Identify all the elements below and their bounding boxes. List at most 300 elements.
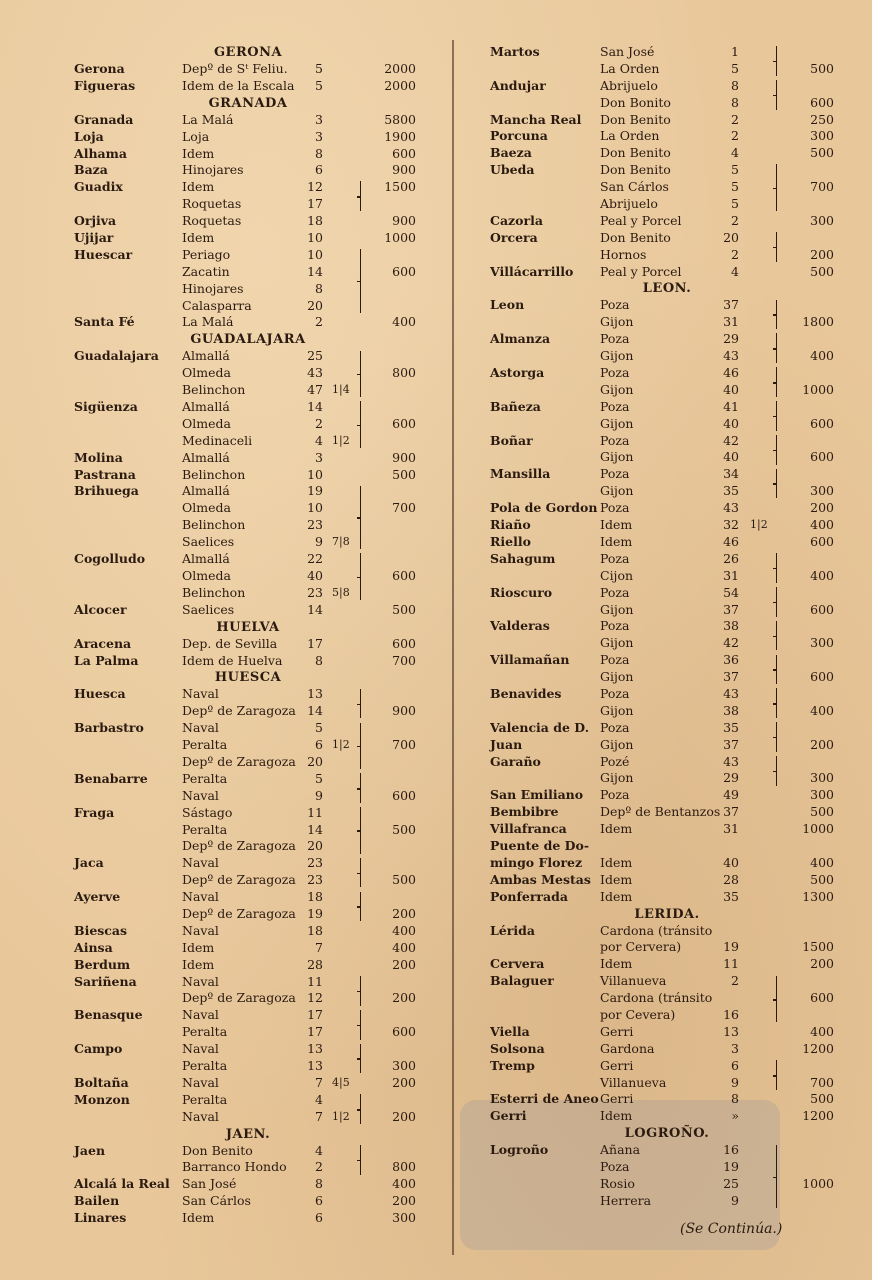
supply-line: Peralta: [182, 1057, 228, 1073]
supply-line: Almallá: [182, 348, 230, 364]
province-heading: GUADALAJARA: [190, 332, 306, 348]
distance-value: 5: [315, 770, 323, 786]
grouping-brace: [360, 401, 366, 448]
table-row: [70, 838, 426, 855]
total-value: 700: [392, 652, 416, 668]
table-row: [70, 1143, 426, 1160]
supply-line: Belinchon: [182, 584, 246, 600]
total-value: 500: [392, 872, 416, 888]
table-row: [70, 162, 426, 179]
distance-value: 9: [315, 787, 323, 803]
table-row: [70, 78, 426, 95]
distance-value: 4: [315, 1142, 323, 1158]
supply-line: Naval: [182, 1007, 219, 1023]
distance-value: 10: [307, 230, 323, 246]
distance-value: »: [731, 1108, 739, 1124]
total-value: 200: [392, 956, 416, 972]
table-row: [70, 585, 426, 602]
town-name: Ayerve: [74, 889, 121, 905]
supply-line: Gijon: [600, 736, 634, 752]
distance-value: 8: [315, 280, 323, 296]
town-name: Molina: [74, 449, 123, 465]
grouping-brace: [776, 621, 782, 651]
distance-value: 2: [731, 212, 739, 228]
distance-value: 3: [315, 111, 323, 127]
distance-value: 2: [315, 1159, 323, 1175]
table-row: [486, 1159, 848, 1176]
grouping-brace: [360, 892, 366, 922]
table-row: [70, 146, 426, 163]
town-name: Huescar: [74, 246, 133, 262]
total-value: 600: [392, 145, 416, 161]
grouping-brace: [776, 722, 782, 752]
table-row: [70, 247, 426, 264]
table-row: [70, 517, 426, 534]
supply-line: Poza: [600, 550, 630, 566]
total-value: 500: [810, 145, 834, 161]
town-name: Berdum: [74, 956, 131, 972]
supply-line: Don Benito: [600, 145, 671, 161]
total-value: 400: [392, 314, 416, 330]
town-name: Aracena: [74, 635, 132, 651]
table-row: [486, 331, 848, 348]
total-value: 200: [392, 1108, 416, 1124]
supply-line: Almallá: [182, 449, 230, 465]
distance-value: 35: [723, 719, 739, 735]
distance-value: 23: [307, 517, 323, 533]
total-value: 5800: [384, 111, 416, 127]
town-name: Figueras: [74, 77, 136, 93]
table-row: [70, 483, 426, 500]
town-name: Martos: [490, 44, 540, 59]
total-value: 600: [392, 263, 416, 279]
table-row: [70, 855, 426, 872]
town-name: La Palma: [74, 652, 139, 668]
supply-line: Belinchon: [182, 382, 246, 398]
distance-value: 7: [315, 1108, 323, 1124]
table-row: [70, 1024, 426, 1041]
supply-line: Naval: [182, 1041, 219, 1057]
town-name: Barbastro: [74, 720, 144, 736]
total-value: 1000: [384, 230, 416, 246]
table-row: [486, 720, 848, 737]
table-row: [486, 95, 848, 112]
distance-value: 10: [307, 500, 323, 516]
table-row: [486, 602, 848, 619]
total-value: 400: [392, 1176, 416, 1192]
table-row: [70, 433, 426, 450]
supply-line: Gijon: [600, 635, 634, 651]
supply-line: Cijon: [600, 567, 634, 583]
distance-value: 29: [723, 331, 739, 347]
distance-value: 37: [723, 601, 739, 617]
table-row: [70, 686, 426, 703]
town-name: Huesca: [74, 686, 126, 702]
town-name: Boñar: [490, 432, 533, 448]
table-row: [486, 568, 848, 585]
supply-line: Poza: [600, 365, 630, 381]
grouping-brace: [776, 1145, 782, 1209]
table-row: [70, 737, 426, 754]
fraction-value: 1|2: [332, 1109, 350, 1123]
grouping-brace: [776, 80, 782, 110]
distance-value: 43: [723, 348, 739, 364]
grouping-brace: [360, 773, 366, 803]
table-row: [486, 652, 848, 669]
supply-line: Olmeda: [182, 365, 231, 381]
total-value: 1000: [802, 1176, 834, 1191]
town-name: Guadalajara: [74, 348, 159, 364]
distance-value: 43: [723, 500, 739, 516]
town-name: Linares: [74, 1210, 127, 1226]
distance-value: 2: [731, 128, 739, 144]
supply-line: Don Benito: [182, 1142, 253, 1158]
supply-line: Hornos: [600, 246, 647, 262]
distance-value: 18: [307, 889, 323, 905]
total-value: 400: [810, 517, 834, 533]
grouping-brace: [360, 858, 366, 888]
town-name: Alcalá la Real: [74, 1176, 170, 1192]
town-name: Riello: [490, 533, 531, 549]
table-row: [70, 264, 426, 281]
table-row: [486, 196, 848, 213]
table-row: [486, 534, 848, 551]
supply-line: Poza: [600, 432, 630, 448]
table-row: [70, 61, 426, 78]
supply-line: Idem: [182, 230, 215, 246]
distance-value: 13: [307, 1057, 323, 1073]
distance-value: 4: [731, 263, 739, 279]
distance-value: 37: [723, 804, 739, 820]
town-name: Valderas: [490, 618, 550, 634]
town-name: Loja: [74, 128, 104, 144]
distance-value: 35: [723, 483, 739, 499]
total-value: 200: [392, 1193, 416, 1209]
distance-value: 29: [723, 770, 739, 786]
supply-line: Naval: [182, 787, 219, 803]
total-value: 200: [810, 500, 834, 516]
town-name: Mansilla: [490, 466, 551, 482]
distance-value: 5: [731, 179, 739, 195]
supply-line: Cardona (tránsito: [600, 990, 713, 1006]
town-name: Sahagum: [490, 550, 556, 566]
grouping-brace: [776, 756, 782, 786]
total-value: 700: [392, 737, 416, 753]
total-value: 500: [392, 466, 416, 482]
supply-line: Poza: [600, 787, 630, 803]
town-name: Almanza: [490, 331, 551, 347]
total-value: 400: [810, 702, 834, 718]
distance-value: 28: [307, 956, 323, 972]
total-value: 500: [810, 871, 834, 887]
distance-value: 20: [307, 753, 323, 769]
supply-line: Abrijuelo: [600, 77, 658, 93]
supply-line: Peal y Porcel: [600, 263, 682, 279]
table-row: [70, 788, 426, 805]
distance-value: 14: [307, 263, 323, 279]
table-row: [486, 61, 848, 78]
total-value: 600: [810, 601, 834, 617]
supply-line: Gijon: [600, 770, 634, 786]
province-heading: LERIDA.: [634, 906, 700, 922]
grouping-brace: [360, 807, 366, 854]
supply-line: Poza: [600, 331, 630, 347]
total-value: 400: [392, 939, 416, 955]
table-row: [70, 923, 426, 940]
supply-line: Almallá: [182, 483, 230, 499]
supply-line: Periago: [182, 246, 231, 262]
table-row: [486, 703, 848, 720]
supply-line: Idem: [600, 517, 633, 533]
town-name: Logroño: [490, 1142, 549, 1158]
table-row: [70, 1041, 426, 1058]
table-row: [486, 1024, 848, 1041]
total-value: 2000: [384, 77, 416, 93]
total-value: 800: [392, 1159, 416, 1175]
total-value: 300: [810, 212, 834, 228]
supply-line: La Orden: [600, 128, 660, 144]
distance-value: 38: [723, 702, 739, 718]
table-row: [486, 382, 848, 399]
table-row: [70, 112, 426, 129]
distance-value: 37: [723, 736, 739, 752]
distance-value: 40: [723, 381, 739, 397]
grouping-brace: [776, 1060, 782, 1090]
town-name: Granada: [74, 111, 134, 127]
right-column: [486, 44, 848, 1210]
total-value: 200: [810, 956, 834, 972]
total-value: 600: [810, 669, 834, 685]
grouping-brace: [776, 435, 782, 465]
distance-value: 2: [731, 246, 739, 262]
supply-line: San José: [182, 1176, 237, 1192]
supply-line: Olmeda: [182, 415, 231, 431]
supply-line: Villanueva: [600, 1074, 667, 1090]
supply-line: Naval: [182, 1108, 219, 1124]
town-name: Bailen: [74, 1193, 120, 1209]
supply-line: Gijon: [600, 601, 634, 617]
town-name: Alcocer: [74, 601, 127, 617]
total-value: 900: [392, 703, 416, 719]
town-name: Baza: [74, 162, 108, 178]
grouping-brace: [360, 723, 366, 770]
supply-line: Peralta: [182, 770, 228, 786]
supply-line: Depº de Sᵗ Feliu.: [182, 61, 288, 76]
grouping-brace: [776, 367, 782, 397]
supply-line: Depº de Zaragoza: [182, 703, 296, 719]
supply-line: Roquetas: [182, 213, 242, 229]
grouping-brace: [776, 300, 782, 330]
distance-value: 3: [731, 1040, 739, 1056]
supply-line: Sástago: [182, 804, 233, 820]
grouping-brace: [360, 1010, 366, 1040]
fraction-value: 1|4: [332, 383, 350, 397]
distance-value: 5: [731, 60, 739, 76]
table-row: [486, 821, 848, 838]
supply-line: Peralta: [182, 1024, 228, 1040]
town-name: Valencia de D.: [490, 719, 590, 735]
table-row: [70, 179, 426, 196]
distance-value: 20: [723, 229, 739, 245]
table-row: [486, 1142, 848, 1159]
distance-value: 26: [723, 550, 739, 566]
table-row: [486, 399, 848, 416]
table-row: [70, 1075, 426, 1092]
supply-line: Herrera: [600, 1192, 652, 1208]
supply-line: Abrijuelo: [600, 196, 658, 212]
supply-line: Don Benito: [600, 111, 671, 127]
supply-line: Idem: [600, 888, 633, 904]
supply-line: Naval: [182, 686, 219, 702]
distance-value: 23: [307, 872, 323, 888]
supply-line: Don Benito: [600, 162, 671, 178]
total-value: 300: [810, 787, 834, 803]
supply-line: La Malá: [182, 314, 234, 330]
table-row: [486, 1091, 848, 1108]
supply-line: Idem: [600, 871, 633, 887]
table-row: [70, 805, 426, 822]
town-name: Ponferrada: [490, 888, 568, 904]
table-row: [70, 196, 426, 213]
distance-value: 38: [723, 618, 739, 634]
town-name: Porcuna: [490, 128, 548, 144]
supply-line: Don Benito: [600, 229, 671, 245]
distance-value: 11: [723, 956, 739, 972]
province-heading: HUELVA: [216, 619, 280, 635]
town-name: Alhama: [74, 145, 127, 161]
distance-value: 3: [315, 449, 323, 465]
province-heading: JAEN.: [225, 1126, 271, 1142]
distance-value: 8: [731, 1091, 739, 1107]
distance-value: 4: [315, 1091, 323, 1107]
distance-value: 43: [723, 753, 739, 769]
table-row: [70, 314, 426, 331]
supply-line: Saelices: [182, 601, 235, 617]
distance-value: 2: [731, 111, 739, 127]
distance-value: 9: [731, 1074, 739, 1090]
grouping-brace: [776, 587, 782, 617]
supply-line: Idem de Huelva: [182, 652, 283, 668]
distance-value: 16: [723, 1006, 739, 1022]
table-row: [486, 314, 848, 331]
table-row: [486, 956, 848, 973]
total-value: 1200: [802, 1040, 834, 1056]
total-value: 500: [392, 601, 416, 617]
distance-value: 11: [307, 804, 323, 820]
supply-line: Peralta: [182, 737, 228, 753]
distance-value: 8: [315, 652, 323, 668]
table-row: [486, 348, 848, 365]
supply-line: Poza: [600, 500, 630, 516]
grouping-brace: [776, 401, 782, 431]
table-row: [486, 179, 848, 196]
town-name: Viella: [490, 1023, 530, 1039]
supply-line: San Cárlos: [600, 179, 669, 195]
supply-line: Almallá: [182, 399, 230, 415]
total-value: 600: [810, 94, 834, 110]
supply-line: Hinojares: [182, 280, 244, 296]
total-value: 250: [810, 111, 834, 127]
supply-line: Olmeda: [182, 500, 231, 516]
supply-line: Don Bonito: [600, 94, 671, 110]
total-value: 1200: [802, 1108, 834, 1124]
supply-line: Peralta: [182, 821, 228, 837]
distance-value: 8: [731, 94, 739, 110]
total-value: 900: [392, 449, 416, 465]
supply-line: Depº de Zaragoza: [182, 905, 296, 921]
supply-line: Gerri: [600, 1023, 634, 1039]
total-value: 500: [810, 804, 834, 820]
fraction-value: 5|8: [332, 585, 350, 599]
supply-line: Idem: [182, 939, 215, 955]
total-value: 1500: [384, 179, 416, 195]
supply-line: Idem: [182, 1210, 215, 1226]
total-value: 500: [810, 263, 834, 279]
distance-value: 1: [731, 44, 739, 59]
town-name: Solsona: [490, 1040, 545, 1056]
fraction-value: 1|2: [332, 433, 350, 447]
grouping-brace: [360, 351, 366, 398]
supply-line: Depº de Zaragoza: [182, 990, 296, 1006]
total-value: 600: [810, 990, 834, 1006]
distance-value: 7: [315, 1074, 323, 1090]
table-row: [70, 1058, 426, 1075]
table-row: [486, 297, 848, 314]
town-name: Benavides: [490, 685, 562, 701]
table-row: [486, 770, 848, 787]
distance-value: 49: [723, 787, 739, 803]
province-heading: GRANADA: [208, 95, 288, 111]
table-row: [70, 1176, 426, 1193]
table-row: [486, 213, 848, 230]
distance-value: 3: [315, 128, 323, 144]
table-row: [486, 686, 848, 703]
distance-value: 20: [307, 297, 323, 313]
distance-value: 8: [315, 145, 323, 161]
distance-value: 12: [307, 179, 323, 195]
town-name: Cervera: [490, 956, 545, 972]
supply-line: Peal y Porcel: [600, 212, 682, 228]
distance-value: 42: [723, 432, 739, 448]
distance-value: 40: [723, 415, 739, 431]
supply-line: Idem: [182, 145, 215, 161]
table-row: [486, 923, 848, 940]
table-row: [486, 1058, 848, 1075]
total-value: 500: [810, 1091, 834, 1107]
town-name: Ambas Mestas: [490, 871, 591, 887]
town-name: Monzon: [74, 1091, 130, 1107]
table-row: [70, 653, 426, 670]
supply-line: Gerri: [600, 1091, 634, 1107]
distance-value: 10: [307, 466, 323, 482]
town-name: Bañeza: [490, 398, 541, 414]
table-row: [486, 1108, 848, 1125]
table-row: [70, 1210, 426, 1227]
table-row: [70, 703, 426, 720]
supply-line: por Cevera): [600, 1006, 676, 1022]
total-value: 300: [392, 1057, 416, 1073]
total-value: 400: [810, 854, 834, 870]
distance-value: 42: [723, 635, 739, 651]
table-row: [70, 636, 426, 653]
total-value: 1300: [802, 888, 834, 904]
grouping-brace: [776, 553, 782, 583]
town-name: Pola de Gordon: [490, 500, 598, 516]
table-row: [486, 483, 848, 500]
table-row: [70, 348, 426, 365]
supply-line: Poza: [600, 584, 630, 600]
column-divider: [452, 40, 454, 1255]
